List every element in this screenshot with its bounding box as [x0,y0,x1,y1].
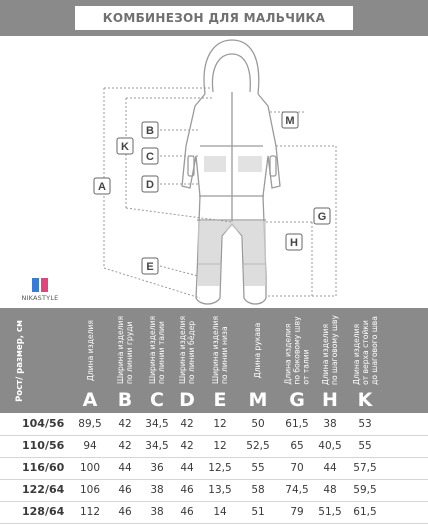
table-row [0,479,428,502]
column-letter: G [289,389,305,411]
value-cell-g: 74,5 [285,484,309,496]
value-cell-b: 42 [118,418,132,430]
value-cell-a: 94 [83,440,97,452]
column-header-a [73,308,107,413]
size-cell: 104/56 [22,417,65,430]
marker-e: E [146,261,154,273]
garment-illustration [0,36,428,308]
value-cell-b: 42 [118,440,132,452]
value-cell-d: 42 [180,418,194,430]
column-label: Ширина изделия по линии талии [148,315,167,385]
size-cell: 110/56 [22,439,65,452]
marker-d: D [146,179,154,191]
value-cell-d: 44 [180,462,194,474]
column-header-c [140,308,174,413]
size-cell: 128/64 [22,505,65,518]
column-header-e [203,308,237,413]
size-cell: 116/60 [22,461,65,474]
value-cell-c: 34,5 [145,440,169,452]
marker-a: A [98,181,106,193]
column-header-k [348,308,382,413]
column-header-h [313,308,347,413]
value-cell-a: 89,5 [78,418,102,430]
value-cell-k: 55 [358,440,372,452]
marker-k: K [121,141,129,153]
value-cell-k: 53 [358,418,372,430]
value-cell-h: 38 [323,418,337,430]
value-cell-k: 59,5 [353,484,377,496]
brand-name: NIKASTYLE [21,294,59,302]
value-cell-h: 40,5 [318,440,342,452]
value-cell-e: 12 [213,440,227,452]
column-label: Ширина изделия по линии груди [116,315,135,385]
marker-c: C [146,151,154,163]
table-row [0,413,428,436]
marker-m: M [285,115,295,127]
value-cell-g: 65 [290,440,304,452]
value-cell-g: 70 [290,462,304,474]
column-header-m [241,308,275,413]
table-row [0,501,428,524]
title-banner [0,0,428,36]
size-column-header [0,308,40,413]
value-cell-c: 36 [150,462,164,474]
title-box [75,6,353,30]
value-cell-m: 55 [251,462,265,474]
value-cell-g: 61,5 [285,418,309,430]
size-cell: 122/64 [22,483,65,496]
value-cell-c: 38 [150,484,164,496]
value-cell-e: 12 [213,418,227,430]
size-column-label: Рост/ размер, см [15,319,25,402]
column-letter: C [150,389,164,411]
value-cell-b: 46 [118,484,132,496]
column-label: Длина изделия по шаговому шву [321,315,340,385]
value-cell-a: 106 [79,484,101,496]
value-cell-e: 12,5 [208,462,232,474]
column-header-d [170,308,204,413]
value-cell-m: 52,5 [246,440,270,452]
value-cell-h: 44 [323,462,337,474]
value-cell-b: 46 [118,506,132,518]
table-row [0,457,428,480]
value-cell-c: 34,5 [145,418,169,430]
marker-h: H [290,237,298,249]
value-cell-e: 14 [213,506,227,518]
value-cell-a: 112 [79,506,101,518]
marker-g: G [317,211,327,223]
value-cell-d: 42 [180,440,194,452]
column-label: Длина изделия по боковому шву от талии [283,315,311,385]
column-label: Ширина изделия по линии низа [211,315,230,385]
value-cell-m: 58 [251,484,265,496]
column-label: Ширина изделия по линии бёдер [178,315,197,385]
value-cell-d: 46 [180,506,194,518]
value-cell-h: 48 [323,484,337,496]
column-header-b [108,308,142,413]
brand-logo [10,278,70,302]
column-letter: B [117,389,133,411]
column-letter: A [82,389,98,411]
value-cell-m: 51 [251,506,265,518]
column-label: Длина изделия от верха стойки до шагового шва [351,315,379,385]
value-cell-c: 38 [150,506,164,518]
value-cell-d: 46 [180,484,194,496]
marker-b: B [146,125,154,137]
value-cell-a: 100 [79,462,101,474]
column-letter: H [322,389,338,411]
value-cell-g: 79 [290,506,304,518]
logo-icon [32,278,48,292]
column-header-g [280,308,314,413]
table-header [0,308,428,413]
value-cell-e: 13,5 [208,484,232,496]
column-letter: D [179,389,195,411]
table-row [0,435,428,458]
value-cell-k: 61,5 [353,506,377,518]
column-letter: M [248,389,268,411]
page-title: КОМБИНЕЗОН ДЛЯ МАЛЬЧИКА [102,11,326,25]
value-cell-h: 51,5 [318,506,342,518]
column-letter: K [357,389,373,411]
column-label: Длина рукава [253,322,263,378]
column-label: Длина изделия [85,319,95,381]
value-cell-b: 44 [118,462,132,474]
column-letter: E [213,389,227,411]
size-table [0,308,428,527]
value-cell-k: 57,5 [353,462,377,474]
value-cell-m: 50 [251,418,265,430]
